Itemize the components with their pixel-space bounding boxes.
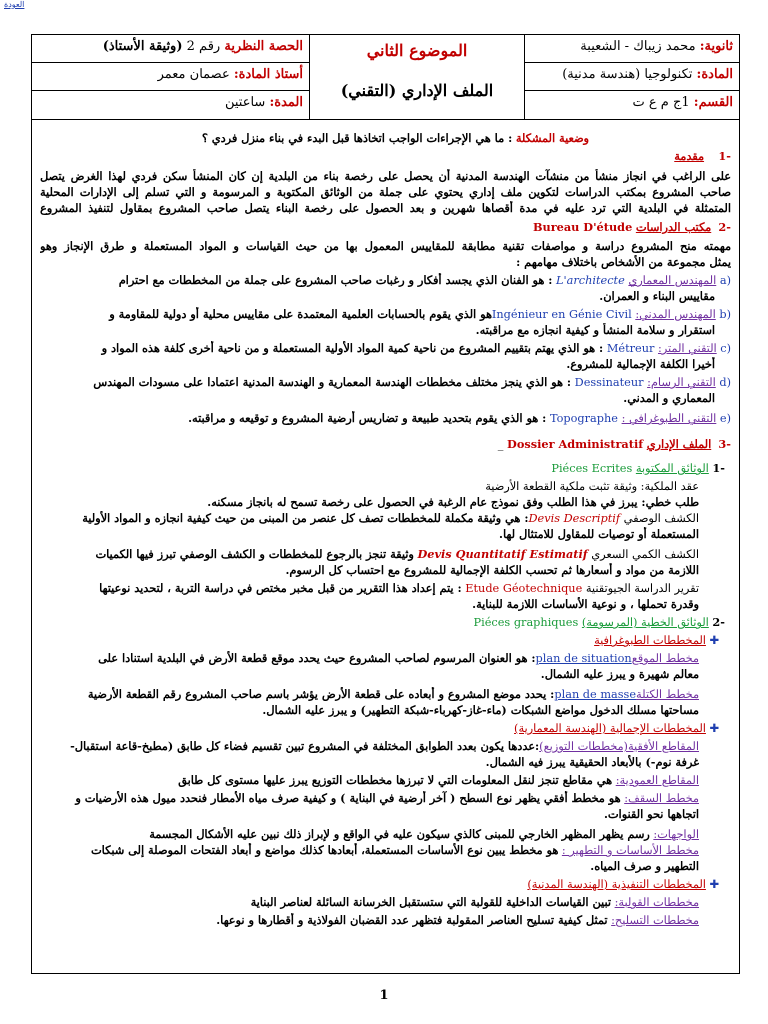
graphic-docs-heading: -2 الوثائق الخطية (المرسومة) Piéces graphiques [473,615,725,629]
role-a-cont: مقاييس البناء و العمران. [599,289,715,303]
horizontal-sections: المقاطع الأفقية(مخططات التوزيع):عددها يكون بعدد الطوابق المختلفة في المشروع تبين تقسيم فضاء كل طابق (مطبخ-قاعة استقبال- [70,739,699,753]
session-number: رقم 2 [186,39,221,54]
header-mid-column [309,35,524,119]
teacher-row [32,63,309,91]
written-doc-1: عقد الملكية: وثيقة تثبت ملكية القطعة الأرضية [485,480,699,493]
written-doc-3-cont: المستعملة أو توصيات للمقاول للامتثال لها. [499,527,699,541]
bureau-line-2: يمثل مجموعة من الأشخاص باختلاف مهامهم : [516,255,731,269]
class-value: 1ج م ع ت [632,95,690,110]
written-docs-heading: -1 الوثائق المكتوبة Piéces Ecrites [551,461,725,475]
situation-plan-cont: معالم شهيرة و يبرز عليه الشمال. [540,667,699,681]
school-value: محمد زيباك - الشعيبة [580,39,696,54]
section-1-heading: -1 مقدمة [674,149,731,163]
duration-label: المدة: [269,95,303,110]
overall-plans-heading: ✚ المخططات الإجمالية (الهندسة المعمارية) [514,722,719,735]
page-number: 1 [379,988,389,1003]
roof-plan-cont: اتجاهها نحو القنوات. [603,807,699,821]
session-row [32,35,309,63]
execution-plans-heading: ✚ المخططات التنفيذية (الهندسة المدنية) [527,878,719,891]
header-table [32,35,739,120]
bullet-icon: ✚ [709,634,719,647]
written-doc-4: الكشف الكمي السعري Devis Quantitatif Estimatif وثيقة تنجز بالرجوع للمخططات و الكشف الوصفي تبرز فيها الكميات [95,547,699,561]
session-label: الحصة النظرية [224,39,303,54]
topic-title: الموضوع الثاني [366,41,468,60]
class-row [525,91,739,119]
role-d-cont: المعماري و المدني. [623,391,715,405]
duration-value: ساعتين [224,95,266,110]
role-e: e) التقني الطبوغرافي : Topographe : هو الذي يقوم بتحديد طبيعة و تضاريس أرضية المشروع و توقيعه و مراقبته. [188,411,731,425]
back-link[interactable]: العودة [4,0,25,9]
document-type: (وثيقة الأستاذ) [102,39,183,54]
intro-line-2: صاحب المشروع بمكتب الدراسات لتكوين ملف إداري يحتوي على جملة من الوثائق المكتوبة و المرسومة و التي تسلم إلى الإدارات المحلية [40,185,731,199]
intro-line-1: على الراغب في انجاز منشأ من منشآت الهندسة المدنية أن يحصل على رخصة بناء من البلدية إن كان المنشأ سكن فردي لهذا الغرض يتصل [40,169,731,183]
school-label: ثانوية: [699,39,733,54]
formwork-plans: مخططات القولبة: تبين القياسات الداخلية للقولبة التي ستستقبل الخرسانة السائلة لعناصر البناية [250,895,699,909]
topo-plans-heading: ✚ المخططات الطبوغرافية [594,634,719,647]
vertical-sections: المقاطع العمودية: هي مقاطع تنجز لنقل المعلومات التي لا تبرزها مخططات التوزيع يبرز عليها مستوى كل طابق [178,773,699,787]
role-c: c) التقني المتر: Métreur : هو الذي يهتم بتقييم المشروع من ناحية كمية المواد الأولية المستعملة و من ناحية أخرى كلفة هذه المواد و [101,341,731,355]
mass-plan: مخطط الكتلةplan de masse: يحدد موضع المشروع و أبعاده على قطعة الأرض يؤشر باسم صاحب المشروع رقم القطعة الأرضية [87,687,699,701]
bullet-icon: ✚ [709,722,719,735]
teacher-value: عصمان معمر [157,67,230,82]
reinforcement-plans: مخططات التسليح: تمثل كيفية تسليح العناصر المقولبة فتظهر عدد القضبان الفولاذية و أقطارها و نوعها. [216,913,699,927]
intro-line-3: المتمثلة في البلدية التي ترد عليه في مدة أقصاها شهرين و بعد الحصول على رخصة البناء يتصل صاحب المشروع بمقاول لتنفيذ المشروع [40,201,731,215]
teacher-label: أستاذ المادة: [233,67,303,82]
role-a: a) المهندس المعماري L'architecte : هو الفنان الذي يجسد أفكار و رغبات صاحب المشروع على جملة من المخططات مع احترام [118,273,731,287]
horizontal-sections-cont: غرفة نوم-) بالأبعاد الحقيقية يبرز فيه الشمال. [485,755,699,769]
foundation-plan-cont: التطهير و صرف المياه. [590,859,699,873]
subject-row [525,63,739,91]
facades: الواجهات: رسم يظهر المظهر الخارجي للمبنى كالذي سيكون عليه في الواقع و لإبراز ذلك نبين عليه الأشكال المجسمة [149,827,699,841]
written-doc-4-cont: اللازمة من مواد و أسعارها ثم تحسب الكلفة الإجمالية للمشروع مع احتساب كل الرسوم. [285,563,699,577]
class-label: القسم: [693,95,733,110]
document-page [31,34,740,974]
role-d: d) التقني الرسام: Dessinateur : هو الذي ينجز مختلف مخططات الهندسة المعمارية و الهندسة المدنية اعتمادا على مسودات المهندس [93,375,731,389]
duration-row [32,91,309,119]
school-row [525,35,739,63]
subject-label: المادة: [696,67,733,82]
written-doc-2: طلب خطي: يبرز في هذا الطلب وفق نموذج عام الرغبة في الحصول على رخصة تسمح له بانجاز مسكنه. [207,495,699,509]
written-doc-5-cont: وقدرة تحملها ، و نوعية الأساسات اللازمة للبناية. [472,597,699,611]
problem-line: وضعية المشكلة : ما هي الإجراءات الواجب اتخاذها قبل البدء في بناء منزل فردي ؟ [201,131,589,145]
written-doc-3: الكشف الوصفي Devis Descriptif: هي وثيقة مكملة للمخططات تصف كل عنصر من المبنى من حيث كيفية انجازه و المواد الأولية [82,511,699,525]
bureau-line-1: مهمته منح المشروع دراسة و مواصفات تقنية مطابقة للمقاييس المعمول بها من حيث القياسات و المواد المستعملة و طرق الإنجاز وهو [40,239,731,253]
header-left-column [32,35,309,119]
role-b: b) المهندس المدني: Ingénieur en Génie Civilهو الذي يقوم بالحسابات العلمية المعتمدة على مقاييس محلية أو دولية للمقاومة و [109,307,731,321]
subject-value: تكنولوجيا (هندسة مدنية) [562,67,693,82]
roof-plan: مخطط السقف: هو مخطط أفقي يظهر نوع السطح ( آخر أرضية في البناية ) و كيفية صرف مياه الأمطار فنحدد ميول هذه الأرضيات و [75,791,699,805]
file-title: الملف الإداري (التقني) [340,81,494,100]
bullet-icon: ✚ [709,878,719,891]
section-3-heading: -3 الملف الإداري Dossier Administratif _ [497,437,731,451]
written-doc-5: تقرير الدراسة الجيوتقنية Etude Géotechnique : يتم إعداد هذا التقرير من قبل مخبر مختص في دراسة التربة ، لتحديد نوعيتها [99,581,699,595]
role-b-cont: استقرار و سلامة المنشأ و كيفية انجازه مع مراقبته. [475,323,715,337]
section-2-heading: -2 مكتب الدراسات Bureau D'étude [532,220,731,234]
mass-plan-cont: مساحتها مسلك الدخول مواضع الشبكات (ماء-غاز-كهرباء-شبكة التطهير) و يبرز عليه الشمال. [262,703,699,717]
role-c-cont: أخيرا الكلفة الإجمالية للمشروع. [566,357,715,371]
header-right-column [524,35,739,119]
situation-plan: مخطط الموقعplan de situation: هو العنوان المرسوم لصاحب المشروع حيث يحدد موقع قطعة الأرض في البلدية استنادا على [98,651,699,665]
document-body [32,121,739,973]
foundation-plan: مخطط الأساسات و التطهير : هو مخطط يبين نوع الأساسات المستعملة، أبعادها كذلك مواضع و أبعاد الفتحات الموصلة إلى شبكات [91,843,699,857]
